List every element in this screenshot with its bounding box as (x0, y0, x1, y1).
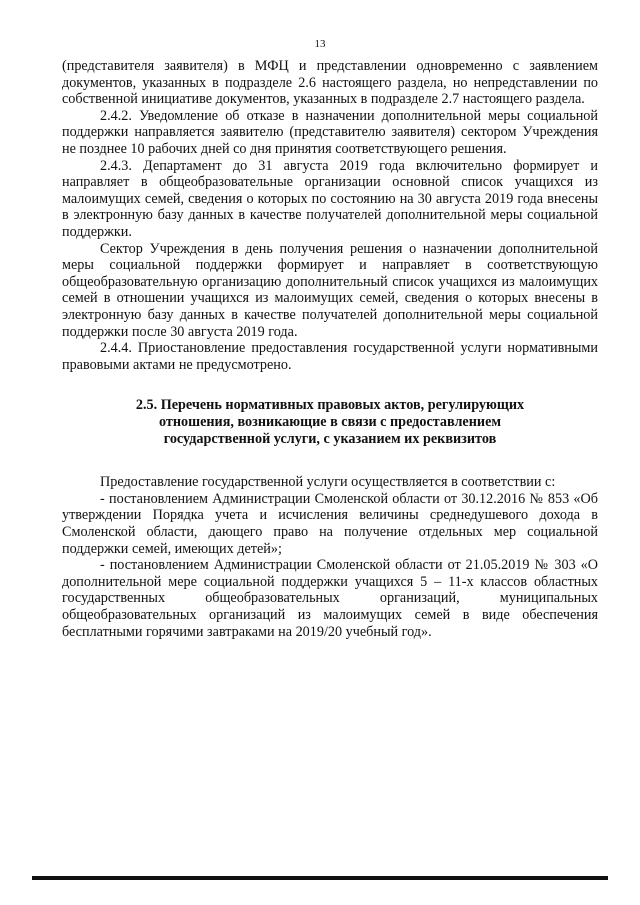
section-heading-line: 2.5. Перечень нормативных правовых актов, регулирующих (135, 397, 525, 414)
section-heading-2-5 (62, 397, 598, 448)
section-heading-line: отношения, возникающие в связи с предоставлением (158, 414, 502, 431)
paragraph-continuation: (представителя заявителя) в МФЦ и представлении одновременно с заявлением документов, указанных в подразделе 2.6 настоящего раздела, но непредставлении по собственной инициативе документов, указанных в подразделе 2.7 настоящего раздела. (62, 58, 598, 108)
paragraph-sector: Сектор Учреждения в день получения решения о назначении дополнительной меры социальной поддержки формирует и направляет в соответствующую общеобразовательную организацию дополнительный список учащихся из малоимущих семей в отношении учащихся из малоимущих семей, сведения о которых внесены в электронную базу данных в качестве получателей дополнительной меры социальной поддержки после 30 августа 2019 года. (62, 240, 598, 340)
paragraph-2-4-2: 2.4.2. Уведомление об отказе в назначении дополнительной меры социальной поддержки направляется заявителю (представителю заявителя) сектором Учреждения не позднее 10 рабочих дней со дня принятия соответствующего решения. (62, 107, 598, 157)
list-item-resolution-303: - постановлением Администрации Смоленской области от 21.05.2019 № 303 «О дополнительной мере социальной поддержки учащихся 5 – 11-х классов областных государственных общеобразовательных организаций, муниципальных общеобразовательных организаций из малоимущих семей в виде обеспечения бесплатными горячими завтраками на 2019/20 учебный год». (62, 557, 598, 640)
section-heading-line: государственной услуги, с указанием их реквизитов (163, 431, 497, 448)
paragraph-intro: Предоставление государственной услуги осуществляется в соответствии с: (100, 474, 556, 491)
page-number: 13 (314, 38, 326, 50)
document-body (62, 58, 598, 640)
paragraph-2-4-4: 2.4.4. Приостановление предоставления государственной услуги нормативными правовыми актами не предусмотрено. (62, 340, 598, 373)
bottom-rule (32, 876, 608, 880)
paragraph-2-4-3: 2.4.3. Департамент до 31 августа 2019 года включительно формирует и направляет в общеобразовательные организации основной список учащихся из малоимущих семей, сведения о которых по состоянию на 30 августа 2019 года внесены в электронную базу данных в качестве получателей дополнительной меры социальной поддержки. (62, 157, 598, 240)
list-item-resolution-853: - постановлением Администрации Смоленской области от 30.12.2016 № 853 «Об утверждении Порядка учета и исчисления величины среднедушевого дохода в Смоленской области, дающего право на получение отдельных мер социальной поддержки семей, имеющих детей»; (62, 490, 598, 557)
